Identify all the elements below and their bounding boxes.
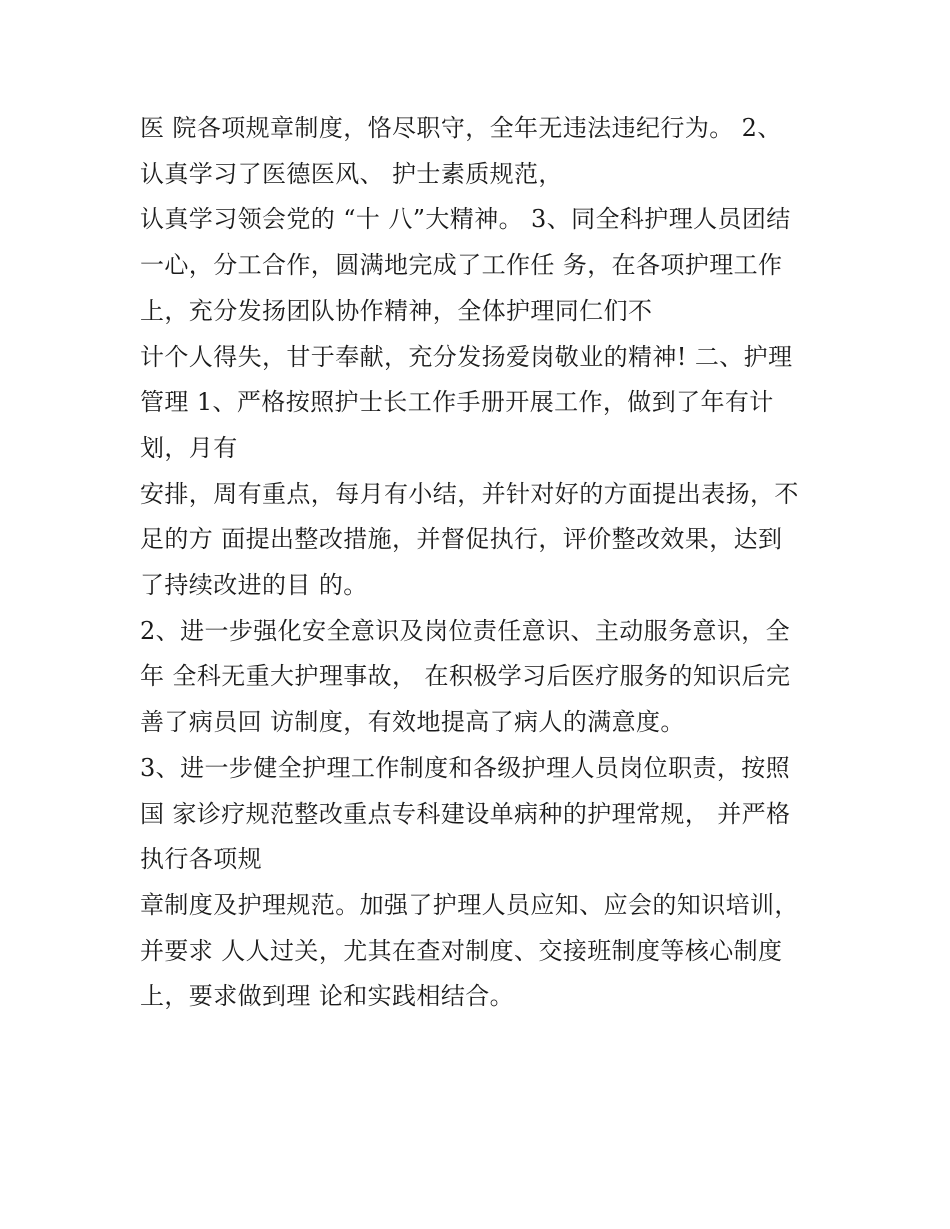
text-line: 一心，分工合作，圆满地完成了工作任 务，在各项护理工作: [140, 251, 783, 280]
text-line: 认真学习领会党的 “十 八”大精神。 3、同全科护理人员团结: [140, 205, 791, 234]
text-line: 2、进一步强化安全意识及岗位责任意识、主动服务意识，全: [140, 616, 791, 645]
text-line: 医 院各项规章制度，恪尽职守，全年无违法违纪行为。 2、: [140, 114, 782, 142]
text-line: 并要求 人人过关，尤其在查对制度、交接班制度等核心制度: [140, 936, 783, 965]
text-line: 计个人得失，甘于奉献，充分发扬爱岗敬业的精神! 二、护理: [140, 342, 793, 371]
text-line: 年 全科无重大护理事故， 在积极学习后医疗服务的知识后完: [140, 662, 791, 691]
text-line: 足的方 面提出整改措施，并督促执行，评价整改效果，达到: [140, 525, 783, 554]
text-line: 善了病员回 访制度，有效地提高了病人的满意度。: [140, 708, 685, 737]
text-line: 划，月有: [140, 433, 238, 462]
text-line: 上，要求做到理 论和实践相结合。: [140, 982, 515, 1011]
text-line: 上，充分发扬团队协作精神，全体护理同仁们不: [140, 296, 653, 325]
text-line: 国 家诊疗规范整改重点专科建设单病种的护理常规， 并严格: [140, 799, 791, 828]
text-line: 3、进一步健全护理工作制度和各级护理人员岗位职责，按照: [140, 753, 791, 782]
text-line: 安排，周有重点，每月有小结，并针对好的方面提出表扬，不: [140, 479, 799, 508]
text-line: 了持续改进的目 的。: [140, 571, 368, 600]
text-line: 执行各项规: [140, 845, 262, 874]
text-line: 章制度及护理规范。加强了护理人员应知、应会的知识培训，: [140, 890, 799, 919]
text-line: 管理 1、严格按照护士长工作手册开展工作，做到了年有计: [140, 388, 774, 417]
body-text: [140, 106, 830, 1020]
text-line: 认真学习了医德医风、 护士素质规范，: [140, 159, 563, 188]
